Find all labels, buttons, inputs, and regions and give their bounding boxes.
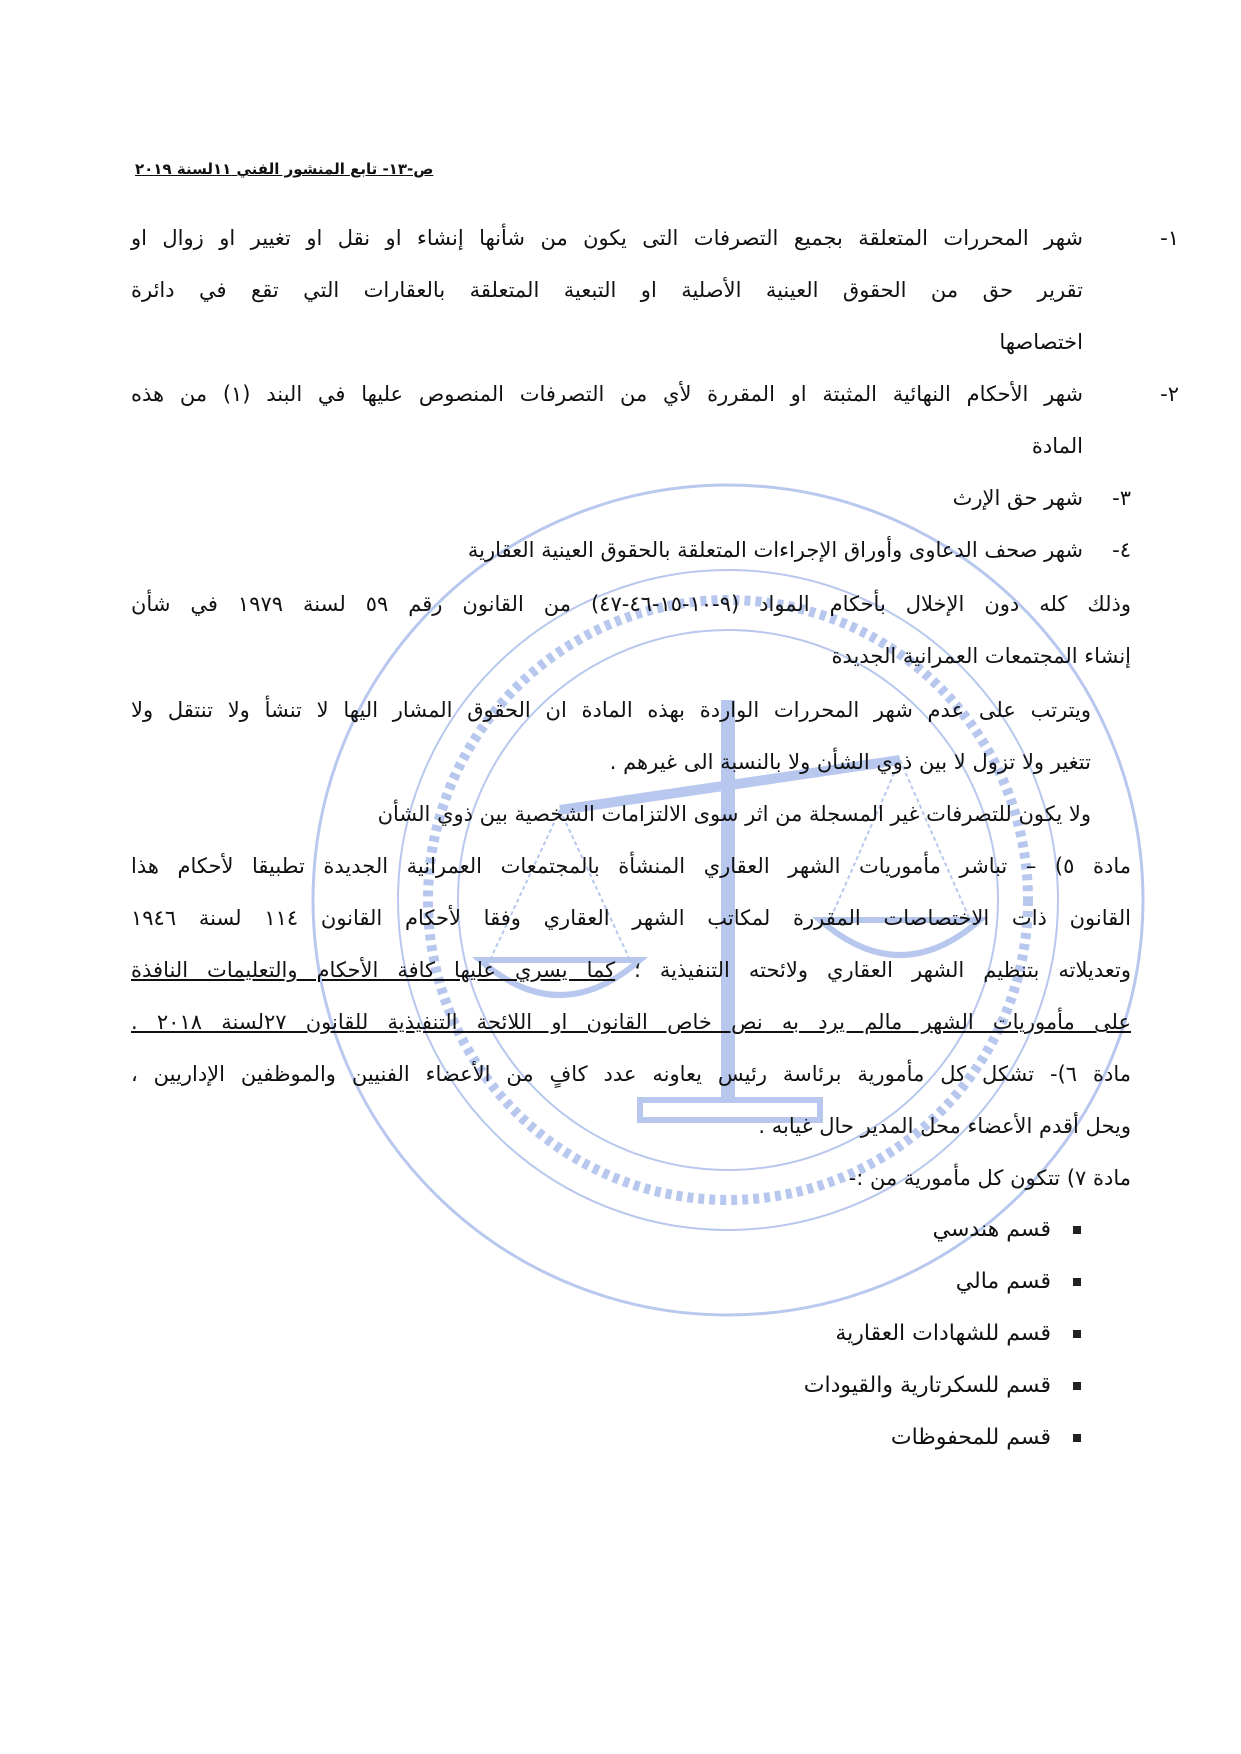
bullet-icon bbox=[1073, 1434, 1081, 1442]
section-item: قسم للمحفوظات bbox=[131, 1422, 1081, 1454]
section-item: قسم هندسي bbox=[131, 1214, 1081, 1246]
article6-line-2: ويحل أقدم الأعضاء محل المدير حال غيابه . bbox=[758, 1114, 1131, 1138]
para1-line-2: إنشاء المجتمعات العمرانية الجديدة bbox=[831, 644, 1131, 668]
article5-line-1: مادة ٥) – تباشر مأموريات الشهر العقاري المنشأة بالمجتمعات العمرانية الجديدة تطبيقا لأحكام هذا bbox=[131, 854, 1131, 878]
section-item: قسم مالي bbox=[131, 1266, 1081, 1298]
item-1-line-3: اختصاصها bbox=[999, 330, 1083, 354]
bullet-icon bbox=[1073, 1382, 1081, 1390]
bullet-icon bbox=[1073, 1278, 1081, 1286]
item-2-line-1: ٢-شهر الأحكام النهائية المثبتة او المقررة لأي من التصرفات المنصوص عليها في البند (١) من هذه bbox=[131, 382, 1179, 406]
page-header: ص-١٣- تابع المنشور الفني ١١لسنة ٢٠١٩ bbox=[135, 160, 434, 178]
article5-line-4: على مأموريات الشهر مالم يرد به نص خاص القانون او اللائحة التنفيذية للقانون ٢٧لسنة ٢٠١٨ . bbox=[131, 1010, 1131, 1034]
article7-heading: مادة ٧) تتكون كل مأمورية من :- bbox=[848, 1166, 1131, 1190]
item-3: ٣-شهر حق الإرث bbox=[952, 486, 1131, 510]
article6-line-1: مادة ٦)- تشكل كل مأمورية برئاسة رئيس يعاونه عدد كافٍ من الأعضاء الفنيين والموظفين الإداريين ، bbox=[131, 1062, 1131, 1086]
item-2-line-2: المادة bbox=[1031, 434, 1083, 458]
para2-line-3: ولا يكون للتصرفات غير المسجلة من اثر سوى الالتزامات الشخصية بين ذوي الشأن bbox=[377, 802, 1091, 826]
section-item: قسم للشهادات العقارية bbox=[131, 1318, 1081, 1350]
document-body bbox=[131, 222, 1179, 1474]
item-1-line-2: تقرير حق من الحقوق العينية الأصلية او التبعية المتعلقة بالعقارات التي تقع في دائرة bbox=[131, 278, 1083, 302]
article5-line-2: القانون ذات الاختصاصات المقررة لمكاتب الشهر العقاري وفقا لأحكام القانون ١١٤ لسنة ١٩٤٦ bbox=[131, 906, 1131, 930]
item-4: ٤-شهر صحف الدعاوى وأوراق الإجراءات المتعلقة بالحقوق العينية العقارية bbox=[467, 538, 1131, 562]
bullet-icon bbox=[1073, 1226, 1081, 1234]
para2-line-1: ويترتب على عدم شهر المحررات الواردة بهذه المادة ان الحقوق المشار اليها لا تنشأ ولا تنتقل ولا bbox=[131, 698, 1091, 722]
section-item: قسم للسكرتارية والقيودات bbox=[131, 1370, 1081, 1402]
article5-line-3: وتعديلاته بتنظيم الشهر العقاري ولائحته التنفيذية ؛ كما يسري عليها كافة الأحكام والتعليمات النافذة bbox=[131, 958, 1131, 982]
para2-line-2: تتغير ولا تزول لا بين ذوي الشأن ولا بالنسبة الى غيرهم . bbox=[609, 750, 1091, 774]
para1-line-1: وذلك كله دون الإخلال بأحكام المواد (٩-١٠-١٥-٤٦-٤٧) من القانون رقم ٥٩ لسنة ١٩٧٩ في شأن bbox=[131, 592, 1131, 616]
item-1-line-1: ١-شهر المحررات المتعلقة بجميع التصرفات التى يكون من شأنها إنشاء او نقل او تغيير او زوال او bbox=[131, 226, 1179, 250]
bullet-icon bbox=[1073, 1330, 1081, 1338]
